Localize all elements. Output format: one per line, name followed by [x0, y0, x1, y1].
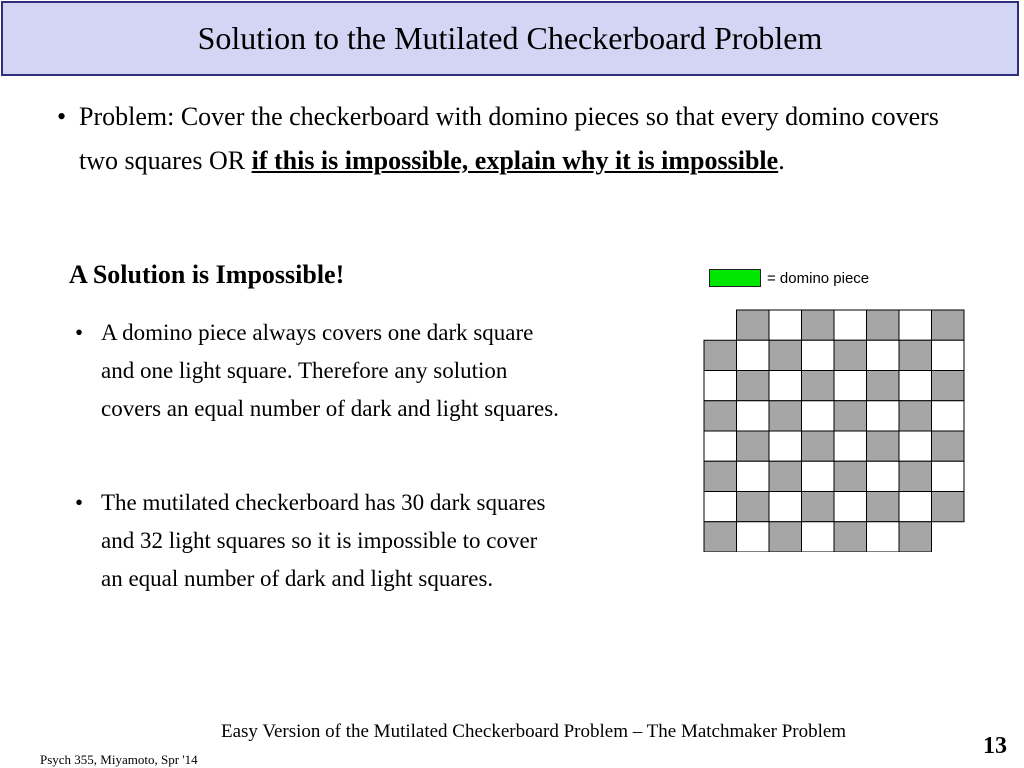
solution-point-2: The mutilated checkerboard has 30 dark squares and 32 light squares so it is impossible to cover an equal number of dark and light squares.: [101, 490, 546, 591]
dark-square: [704, 340, 737, 370]
light-square: [737, 461, 770, 491]
solution-heading: A Solution is Impossible!: [69, 260, 345, 289]
light-square: [867, 461, 900, 491]
light-square: [769, 492, 802, 522]
dark-square: [737, 492, 770, 522]
page-number: 13: [983, 733, 1007, 759]
dark-square: [737, 371, 770, 401]
light-square: [834, 371, 867, 401]
light-square: [899, 492, 932, 522]
light-square: [834, 431, 867, 461]
light-square: [802, 401, 835, 431]
problem-text: Problem: Cover the checkerboard with domino pieces so that every domino covers two squares OR: [79, 102, 939, 175]
light-square: [899, 371, 932, 401]
dark-square: [932, 310, 965, 340]
dark-square: [704, 522, 737, 552]
dark-square: [802, 310, 835, 340]
domino-legend: [709, 269, 869, 287]
dark-square: [802, 371, 835, 401]
dark-square: [802, 431, 835, 461]
mutilated-checkerboard: [703, 309, 965, 552]
light-square: [769, 310, 802, 340]
solution-point-1: A domino piece always covers one dark square and one light square. Therefore any solution covers an equal number of dark and light squares.: [101, 320, 559, 421]
light-square: [932, 401, 965, 431]
dark-square: [737, 310, 770, 340]
dark-square: [932, 492, 965, 522]
dark-square: [834, 340, 867, 370]
dark-square: [769, 522, 802, 552]
light-square: [737, 401, 770, 431]
light-square: [704, 492, 737, 522]
point-bullet-2: •: [75, 490, 84, 515]
slide-title: Solution to the Mutilated Checkerboard Problem: [197, 20, 823, 56]
dark-square: [932, 431, 965, 461]
dark-square: [899, 461, 932, 491]
light-square: [932, 461, 965, 491]
problem-period: .: [778, 146, 785, 175]
dark-square: [769, 401, 802, 431]
light-square: [867, 401, 900, 431]
light-square: [867, 340, 900, 370]
problem-emphasis: if this is impossible, explain why it is impossible: [251, 146, 779, 175]
legend-label: = domino piece: [767, 269, 870, 287]
dark-square: [867, 310, 900, 340]
dark-square: [867, 492, 900, 522]
problem-bullet: •: [57, 102, 67, 131]
light-square: [704, 371, 737, 401]
dark-square: [834, 401, 867, 431]
light-square: [769, 431, 802, 461]
light-square: [769, 371, 802, 401]
light-square: [737, 522, 770, 552]
dark-square: [899, 401, 932, 431]
dark-square: [932, 371, 965, 401]
dark-square: [769, 461, 802, 491]
light-square: [802, 522, 835, 552]
point-bullet-1: •: [75, 320, 84, 345]
dark-square: [867, 431, 900, 461]
dark-square: [899, 522, 932, 552]
course-label: Psych 355, Miyamoto, Spr '14: [40, 752, 198, 767]
dark-square: [769, 340, 802, 370]
dark-square: [899, 340, 932, 370]
light-square: [867, 522, 900, 552]
dark-square: [704, 461, 737, 491]
light-square: [802, 461, 835, 491]
dark-square: [834, 461, 867, 491]
matchmaker-problem-link[interactable]: Easy Version of the Mutilated Checkerboard Problem – The Matchmaker Problem: [221, 721, 847, 742]
light-square: [737, 340, 770, 370]
problem-statement: [79, 95, 969, 183]
dark-square: [802, 492, 835, 522]
dark-square: [834, 522, 867, 552]
light-square: [932, 340, 965, 370]
light-square: [704, 431, 737, 461]
domino-swatch: [709, 269, 761, 287]
slide-title-bar: [1, 1, 1019, 76]
light-square: [802, 340, 835, 370]
dark-square: [737, 431, 770, 461]
light-square: [899, 310, 932, 340]
light-square: [899, 431, 932, 461]
dark-square: [867, 371, 900, 401]
dark-square: [704, 401, 737, 431]
light-square: [834, 492, 867, 522]
light-square: [834, 310, 867, 340]
